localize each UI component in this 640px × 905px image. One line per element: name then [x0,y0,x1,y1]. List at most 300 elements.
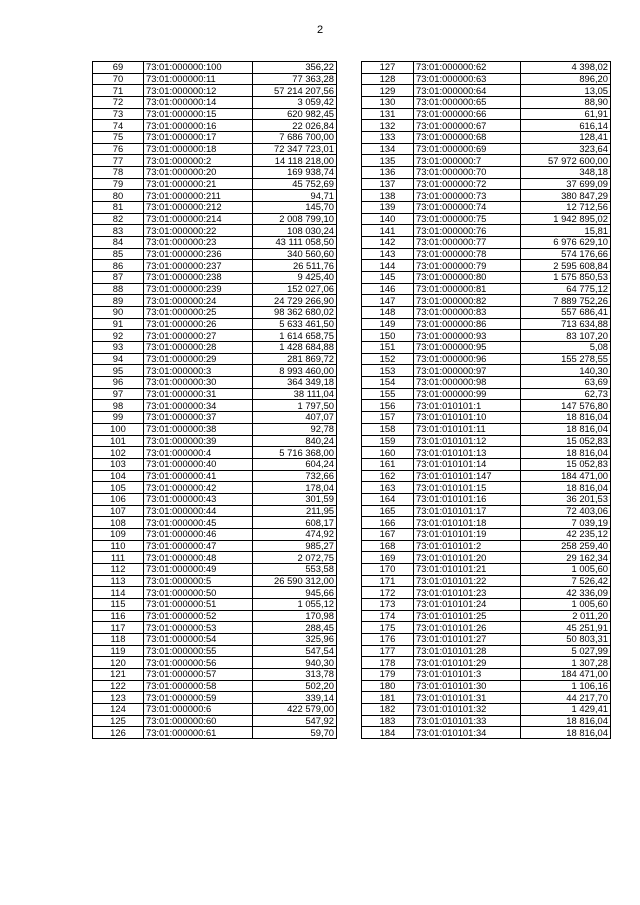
value-cell: 88,90 [521,97,611,109]
table-row [362,143,611,155]
cadastral-number: 73:01:000000:3 [144,365,253,377]
row-number: 111 [93,552,144,564]
value-cell: 896,20 [521,73,611,85]
cadastral-number: 73:01:000000:97 [414,365,521,377]
cadastral-number: 73:01:000000:81 [414,283,521,295]
left-data-table [92,61,337,739]
table-row [362,213,611,225]
value-cell: 9 425,40 [253,272,337,284]
table-row [93,680,337,692]
row-number: 170 [362,563,414,575]
table-row [362,505,611,517]
row-number: 174 [362,610,414,622]
row-number: 184 [362,727,414,739]
row-number: 110 [93,540,144,552]
row-number: 81 [93,202,144,214]
cadastral-number: 73:01:010101:3 [414,668,521,680]
cadastral-number: 73:01:010101:13 [414,447,521,459]
cadastral-number: 73:01:000000:59 [144,692,253,704]
cadastral-number: 73:01:000000:73 [414,190,521,202]
row-number: 143 [362,248,414,260]
value-cell: 616,14 [521,120,611,132]
cadastral-number: 73:01:010101:28 [414,645,521,657]
table-row [362,657,611,669]
row-number: 104 [93,470,144,482]
cadastral-number: 73:01:000000:82 [414,295,521,307]
cadastral-number: 73:01:010101:26 [414,622,521,634]
table-row [362,645,611,657]
cadastral-number: 73:01:010101:32 [414,703,521,715]
table-row [362,610,611,622]
cadastral-number: 73:01:000000:100 [144,62,253,74]
value-cell: 407,07 [253,412,337,424]
value-cell: 45 752,69 [253,178,337,190]
table-row [362,237,611,249]
value-cell: 13,05 [521,85,611,97]
cadastral-number: 73:01:000000:77 [414,237,521,249]
cadastral-number: 73:01:000000:54 [144,633,253,645]
value-cell: 15 052,83 [521,458,611,470]
cadastral-number: 73:01:000000:70 [414,167,521,179]
table-row [93,482,337,494]
value-cell: 38 111,04 [253,388,337,400]
table-row [93,470,337,482]
cadastral-number: 73:01:000000:78 [414,248,521,260]
table-row [362,248,611,260]
table-row [362,307,611,319]
cadastral-number: 73:01:000000:41 [144,470,253,482]
value-cell: 1 942 895,02 [521,213,611,225]
table-row [93,598,337,610]
table-row [93,272,337,284]
row-number: 84 [93,237,144,249]
table-row [93,447,337,459]
row-number: 127 [362,62,414,74]
row-number: 131 [362,108,414,120]
cadastral-number: 73:01:000000:38 [144,423,253,435]
value-cell: 98 362 680,02 [253,307,337,319]
value-cell: 4 398,02 [521,62,611,74]
table-row [362,330,611,342]
row-number: 147 [362,295,414,307]
cadastral-number: 73:01:010101:24 [414,598,521,610]
cadastral-number: 73:01:000000:239 [144,283,253,295]
cadastral-number: 73:01:000000:24 [144,295,253,307]
row-number: 130 [362,97,414,109]
table-row [362,260,611,272]
cadastral-number: 73:01:000000:18 [144,143,253,155]
row-number: 121 [93,668,144,680]
value-cell: 8 993 460,00 [253,365,337,377]
table-row [362,692,611,704]
table-row [362,552,611,564]
cadastral-number: 73:01:000000:30 [144,377,253,389]
row-number: 144 [362,260,414,272]
value-cell: 7 526,42 [521,575,611,587]
row-number: 122 [93,680,144,692]
cadastral-number: 73:01:010101:21 [414,563,521,575]
table-row [362,482,611,494]
cadastral-number: 73:01:000000:14 [144,97,253,109]
value-cell: 340 560,60 [253,248,337,260]
value-cell: 1 055,12 [253,598,337,610]
table-row [93,458,337,470]
row-number: 86 [93,260,144,272]
row-number: 171 [362,575,414,587]
table-row [362,528,611,540]
value-cell: 77 363,28 [253,73,337,85]
table-row [362,412,611,424]
cadastral-number: 73:01:000000:48 [144,552,253,564]
row-number: 114 [93,587,144,599]
value-cell: 422 579,00 [253,703,337,715]
cadastral-number: 73:01:000000:42 [144,482,253,494]
value-cell: 72 347 723,01 [253,143,337,155]
row-number: 71 [93,85,144,97]
cadastral-number: 73:01:000000:49 [144,563,253,575]
row-number: 118 [93,633,144,645]
value-cell: 140,30 [521,365,611,377]
value-cell: 258 259,40 [521,540,611,552]
table-row [362,668,611,680]
table-row [362,447,611,459]
value-cell: 108 030,24 [253,225,337,237]
cadastral-number: 73:01:000000:95 [414,342,521,354]
cadastral-number: 73:01:000000:74 [414,202,521,214]
table-row [362,202,611,214]
value-cell: 18 816,04 [521,412,611,424]
row-number: 150 [362,330,414,342]
row-number: 154 [362,377,414,389]
cadastral-number: 73:01:000000:22 [144,225,253,237]
table-row [362,493,611,505]
table-row [93,143,337,155]
row-number: 96 [93,377,144,389]
value-cell: 6 976 629,10 [521,237,611,249]
row-number: 87 [93,272,144,284]
value-cell: 57 972 600,00 [521,155,611,167]
row-number: 85 [93,248,144,260]
row-number: 182 [362,703,414,715]
table-row [93,307,337,319]
table-row [93,692,337,704]
table-row [362,167,611,179]
row-number: 139 [362,202,414,214]
table-row [362,377,611,389]
row-number: 100 [93,423,144,435]
cadastral-number: 73:01:000000:37 [144,412,253,424]
cadastral-number: 73:01:010101:1 [414,400,521,412]
value-cell: 713 634,88 [521,318,611,330]
value-cell: 14 118 218,00 [253,155,337,167]
row-number: 169 [362,552,414,564]
value-cell: 64 775,12 [521,283,611,295]
cadastral-number: 73:01:010101:34 [414,727,521,739]
cadastral-number: 73:01:000000:45 [144,517,253,529]
row-number: 77 [93,155,144,167]
row-number: 125 [93,715,144,727]
row-number: 80 [93,190,144,202]
row-number: 126 [93,727,144,739]
value-cell: 24 729 266,90 [253,295,337,307]
value-cell: 36 201,53 [521,493,611,505]
table-row [362,435,611,447]
table-row [362,727,611,739]
cadastral-number: 73:01:000000:93 [414,330,521,342]
cadastral-number: 73:01:000000:83 [414,307,521,319]
row-number: 141 [362,225,414,237]
table-row [93,423,337,435]
value-cell: 2 011,20 [521,610,611,622]
cadastral-number: 73:01:000000:31 [144,388,253,400]
table-row [362,517,611,529]
cadastral-number: 73:01:000000:28 [144,342,253,354]
cadastral-number: 73:01:000000:51 [144,598,253,610]
value-cell: 348,18 [521,167,611,179]
row-number: 158 [362,423,414,435]
value-cell: 170,98 [253,610,337,622]
row-number: 162 [362,470,414,482]
value-cell: 145,70 [253,202,337,214]
cadastral-number: 73:01:010101:147 [414,470,521,482]
row-number: 181 [362,692,414,704]
value-cell: 184 471,00 [521,470,611,482]
table-row [93,283,337,295]
row-number: 183 [362,715,414,727]
table-row [362,120,611,132]
row-number: 82 [93,213,144,225]
table-row [93,622,337,634]
cadastral-number: 73:01:000000:69 [414,143,521,155]
table-row [93,400,337,412]
value-cell: 7 039,19 [521,517,611,529]
row-number: 133 [362,132,414,144]
value-cell: 62,73 [521,388,611,400]
row-number: 178 [362,657,414,669]
table-row [93,295,337,307]
table-row [362,365,611,377]
value-cell: 169 938,74 [253,167,337,179]
value-cell: 128,41 [521,132,611,144]
cadastral-number: 73:01:000000:47 [144,540,253,552]
value-cell: 502,20 [253,680,337,692]
value-cell: 945,66 [253,587,337,599]
table-row [93,563,337,575]
value-cell: 1 575 850,53 [521,272,611,284]
value-cell: 339,14 [253,692,337,704]
cadastral-number: 73:01:000000:58 [144,680,253,692]
value-cell: 1 797,50 [253,400,337,412]
value-cell: 313,78 [253,668,337,680]
cadastral-number: 73:01:000000:75 [414,213,521,225]
row-number: 93 [93,342,144,354]
table-row [93,213,337,225]
cadastral-number: 73:01:000000:76 [414,225,521,237]
table-row [362,272,611,284]
cadastral-number: 73:01:000000:60 [144,715,253,727]
table-row [362,400,611,412]
value-cell: 12 712,56 [521,202,611,214]
value-cell: 940,30 [253,657,337,669]
cadastral-number: 73:01:010101:17 [414,505,521,517]
row-number: 72 [93,97,144,109]
value-cell: 1 428 684,88 [253,342,337,354]
table-row [93,657,337,669]
cadastral-number: 73:01:000000:72 [414,178,521,190]
table-row [93,330,337,342]
value-cell: 18 816,04 [521,715,611,727]
value-cell: 1 005,60 [521,598,611,610]
cadastral-number: 73:01:010101:18 [414,517,521,529]
value-cell: 43 111 058,50 [253,237,337,249]
table-row [362,622,611,634]
cadastral-number: 73:01:000000:68 [414,132,521,144]
cadastral-number: 73:01:000000:61 [144,727,253,739]
table-row [93,202,337,214]
row-number: 155 [362,388,414,400]
value-cell: 608,17 [253,517,337,529]
table-row [93,435,337,447]
value-cell: 42 235,12 [521,528,611,540]
row-number: 166 [362,517,414,529]
table-row [93,73,337,85]
row-number: 137 [362,178,414,190]
cadastral-number: 73:01:010101:30 [414,680,521,692]
table-row [362,633,611,645]
row-number: 109 [93,528,144,540]
cadastral-number: 73:01:010101:20 [414,552,521,564]
table-row [362,295,611,307]
row-number: 95 [93,365,144,377]
row-number: 128 [362,73,414,85]
row-number: 164 [362,493,414,505]
cadastral-number: 73:01:010101:29 [414,657,521,669]
row-number: 157 [362,412,414,424]
row-number: 98 [93,400,144,412]
row-number: 135 [362,155,414,167]
cadastral-number: 73:01:000000:39 [144,435,253,447]
value-cell: 147 576,80 [521,400,611,412]
table-row [93,132,337,144]
row-number: 69 [93,62,144,74]
value-cell: 61,91 [521,108,611,120]
cadastral-number: 73:01:000000:26 [144,318,253,330]
cadastral-number: 73:01:010101:2 [414,540,521,552]
row-number: 97 [93,388,144,400]
row-number: 117 [93,622,144,634]
value-cell: 44 217,70 [521,692,611,704]
cadastral-number: 73:01:000000:11 [144,73,253,85]
value-cell: 301,59 [253,493,337,505]
value-cell: 7 889 752,26 [521,295,611,307]
table-row [362,62,611,74]
value-cell: 732,66 [253,470,337,482]
row-number: 159 [362,435,414,447]
value-cell: 184 471,00 [521,668,611,680]
row-number: 140 [362,213,414,225]
value-cell: 574 176,66 [521,248,611,260]
table-row [93,120,337,132]
value-cell: 63,69 [521,377,611,389]
row-number: 134 [362,143,414,155]
table-row [93,412,337,424]
value-cell: 2 595 608,84 [521,260,611,272]
value-cell: 18 816,04 [521,447,611,459]
cadastral-number: 73:01:000000:6 [144,703,253,715]
value-cell: 281 869,72 [253,353,337,365]
row-number: 173 [362,598,414,610]
table-row [362,388,611,400]
value-cell: 604,24 [253,458,337,470]
cadastral-number: 73:01:000000:50 [144,587,253,599]
cadastral-number: 73:01:000000:65 [414,97,521,109]
cadastral-number: 73:01:000000:29 [144,353,253,365]
table-row [362,73,611,85]
cadastral-number: 73:01:000000:62 [414,62,521,74]
cadastral-number: 73:01:000000:237 [144,260,253,272]
row-number: 172 [362,587,414,599]
table-row [93,703,337,715]
value-cell: 50 803,31 [521,633,611,645]
cadastral-number: 73:01:000000:212 [144,202,253,214]
table-row [362,575,611,587]
cadastral-number: 73:01:010101:27 [414,633,521,645]
cadastral-number: 73:01:000000:7 [414,155,521,167]
table-row [93,225,337,237]
table-row [93,62,337,74]
row-number: 179 [362,668,414,680]
row-number: 152 [362,353,414,365]
table-row [362,318,611,330]
cadastral-number: 73:01:000000:4 [144,447,253,459]
cadastral-number: 73:01:000000:21 [144,178,253,190]
cadastral-number: 73:01:000000:236 [144,248,253,260]
row-number: 78 [93,167,144,179]
value-cell: 178,04 [253,482,337,494]
cadastral-number: 73:01:000000:25 [144,307,253,319]
cadastral-number: 73:01:010101:31 [414,692,521,704]
cadastral-number: 73:01:000000:17 [144,132,253,144]
cadastral-number: 73:01:010101:15 [414,482,521,494]
value-cell: 840,24 [253,435,337,447]
row-number: 91 [93,318,144,330]
row-number: 136 [362,167,414,179]
table-row [93,715,337,727]
table-row [362,587,611,599]
value-cell: 26 511,76 [253,260,337,272]
row-number: 76 [93,143,144,155]
table-row [362,470,611,482]
table-row [93,97,337,109]
cadastral-number: 73:01:010101:25 [414,610,521,622]
value-cell: 211,95 [253,505,337,517]
row-number: 105 [93,482,144,494]
row-number: 165 [362,505,414,517]
value-cell: 547,92 [253,715,337,727]
table-row [362,715,611,727]
cadastral-number: 73:01:000000:98 [414,377,521,389]
table-row [93,552,337,564]
value-cell: 3 059,42 [253,97,337,109]
value-cell: 1 106,16 [521,680,611,692]
value-cell: 380 847,29 [521,190,611,202]
cadastral-number: 73:01:000000:80 [414,272,521,284]
value-cell: 72 403,06 [521,505,611,517]
value-cell: 356,22 [253,62,337,74]
value-cell: 1 307,28 [521,657,611,669]
table-row [93,167,337,179]
page-number: 2 [316,24,324,36]
